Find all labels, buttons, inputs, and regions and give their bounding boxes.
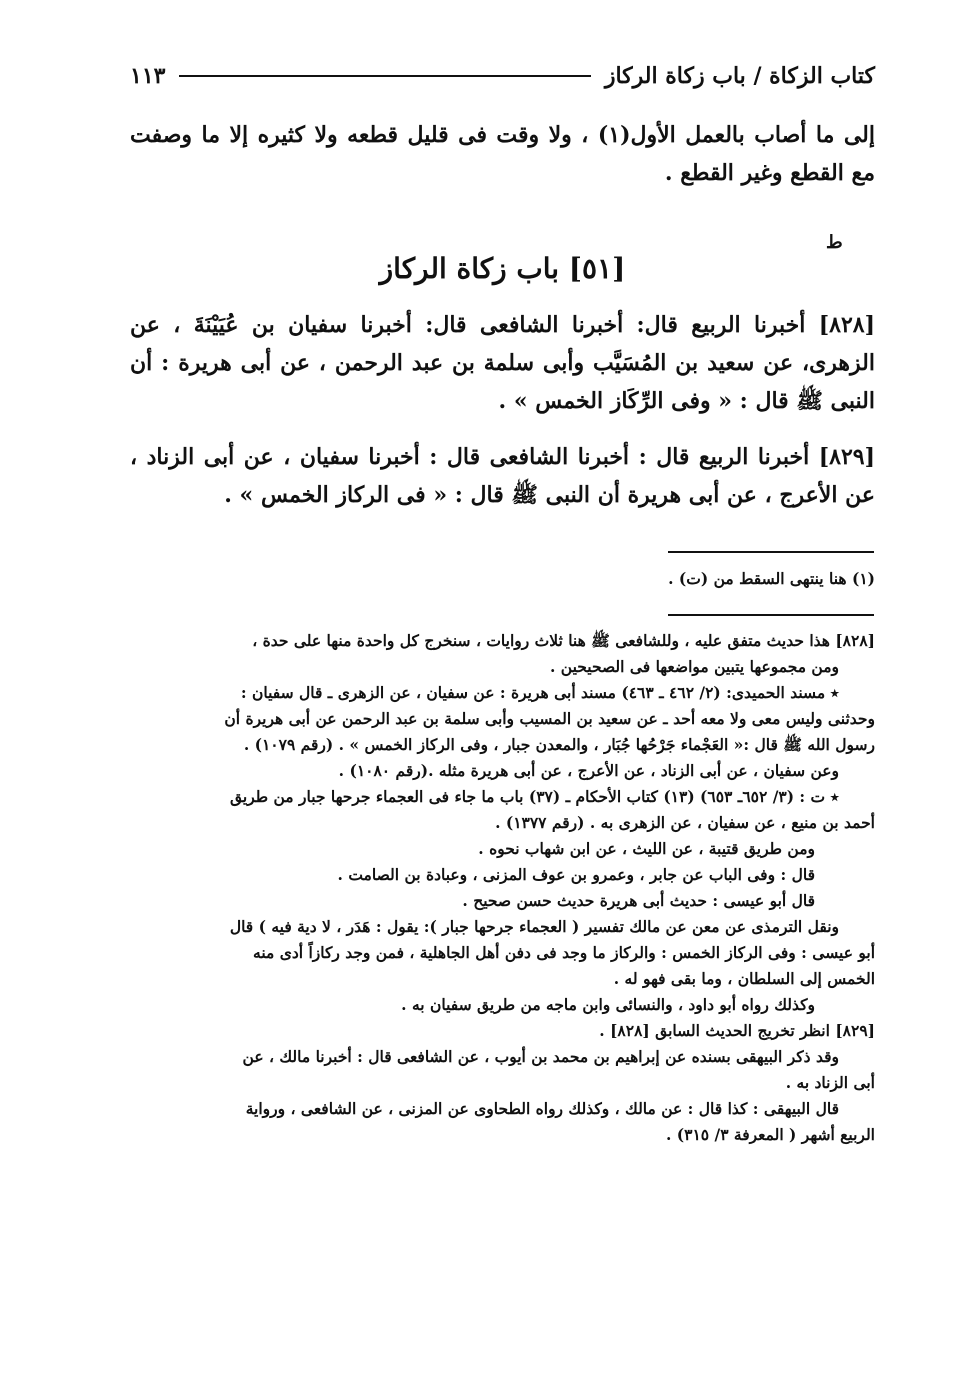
- note-line: وقد ذكر البيهقى بسنده عن إبراهيم بن محمد بن أيوب ، عن الشافعى قال : أخبرنا مالك ، عن: [242, 1047, 839, 1066]
- note-line: ٭ مسند الحميدى: (٢/ ٤٦٢ ـ ٤٦٣) مسند أبى هريرة : عن سفيان ، عن الزهرى ـ قال سفيان :: [240, 683, 839, 702]
- note-line: قال البيهقى : كذا قال : عن مالك ، وكذلك رواه الطحاوى عن المزنى ، عن الشافعى ، ورواية: [245, 1099, 839, 1118]
- note-line: ٭ ت : (٣/ ٦٥٢ـ ٦٥٣) (١٣) كتاب الأحكام ـ (٣٧) باب ما جاء فى العجماء جرحها جبار من طريق: [229, 787, 839, 806]
- header-rule: [179, 75, 590, 77]
- note-line: [٨٢٨] هذا حديث متفق عليه ، وللشافعى ﷺ هنا ثلاث روايات ، سنخرج كل واحدة منها على حدة ،: [252, 631, 875, 650]
- note-line: ونقل الترمذى عن معن عن مالك تفسير ( العجماء جرحها جبار ): يقول : هَدَر ، لا دية فيه ) قال: [229, 917, 839, 936]
- notes-rule: [668, 614, 874, 616]
- note-line: وكذلك رواه أبو داود ، والنسائى وابن ماجه من طريق سفيان به .: [401, 995, 815, 1014]
- header-title: كتاب الزكاة / باب زكاة الركاز: [604, 63, 875, 89]
- note-line: رسول الله ﷺ قال :« العَجْماء جَرْحُها جُبَار ، والمعدن جبار ، وفى الركاز الخمس » . (رقم ١٠٧٩) .: [243, 735, 875, 754]
- note-line: أبى الزناد به .: [785, 1073, 875, 1092]
- note-line: ومن مجموعها يتبين مواضعها فى الصحيحين .: [550, 657, 839, 676]
- note-line: وحدثنى وليس معى ولا معه أحد ـ عن سعيد بن المسيب وأبى سلمة بن عبد الرحمن عن أبى هريرة أن: [224, 709, 875, 728]
- note-line: أحمد بن منيع ، عن سفيان ، عن الزهرى به . (رقم ١٣٧٧) .: [495, 813, 875, 832]
- footnote-1: (١) هنا ينتهى السقط من (ت) .: [668, 569, 875, 588]
- note-line: الخمس إلى السلطان ، وما بقى فهو له .: [613, 969, 875, 988]
- running-header: [130, 56, 875, 96]
- note-line: أبو عيسى : وفى الركاز الخمس : والركاز ما وجد فى دفن أهل الجاهلية ، فمن وجد ركازاً أدى منه: [253, 943, 875, 962]
- note-line: قال أبو عيسى : حديث أبى هريرة حديث حسن صحيح .: [462, 891, 815, 910]
- section-title: [٥١] باب زكاة الركاز: [379, 252, 626, 285]
- note-line: ومن طريق قتيبة ، عن الليث ، عن ابن شهاب نحوه .: [478, 839, 815, 858]
- note-line: وعن سفيان ، عن أبى الزناد ، عن الأعرج ، عن أبى هريرة مثله .(رقم ١٠٨٠) .: [338, 761, 839, 780]
- note-line: قال : وفى الباب عن جابر ، وعمرو بن عوف المزنى ، وعبادة بن الصامت .: [337, 865, 815, 884]
- intro-paragraph: إلى ما أصاب بالعمل الأول(١) ، ولا وقت فى قليل قطعه ولا كثيره إلا ما وصفت مع القطع وغير القطع .: [130, 122, 875, 186]
- page-number: ١١٣: [130, 63, 166, 89]
- marginal-mark: ط: [826, 232, 843, 253]
- footnote-rule: [668, 551, 874, 553]
- note-line: الربيع أشهر ( المعرفة ٣/ ٣١٥) .: [666, 1125, 875, 1144]
- takhrij-notes: [130, 628, 875, 1148]
- hadith-829: [٨٢٩] أخبرنا الربيع قال : أخبرنا الشافعى قال : أخبرنا سفيان ، عن أبى الزناد ، عن الأعرج ، عن أبى هريرة أن النبى ﷺ قال : « فى الركاز الخمس » .: [130, 444, 875, 508]
- hadith-828: [٨٢٨] أخبرنا الربيع قال: أخبرنا الشافعى قال: أخبرنا سفيان بن عُيَيْنَةَ ، عن الزهرى، عن سعيد بن المُسَيَّب وأبى سلمة بن عبد الرحمن ، عن أبى هريرة : أن النبى ﷺ قال : « وفى الرِّكَاز الخمس » .: [130, 312, 875, 414]
- note-line: [٨٢٩] انظر تخريج الحديث السابق [٨٢٨] .: [599, 1021, 875, 1040]
